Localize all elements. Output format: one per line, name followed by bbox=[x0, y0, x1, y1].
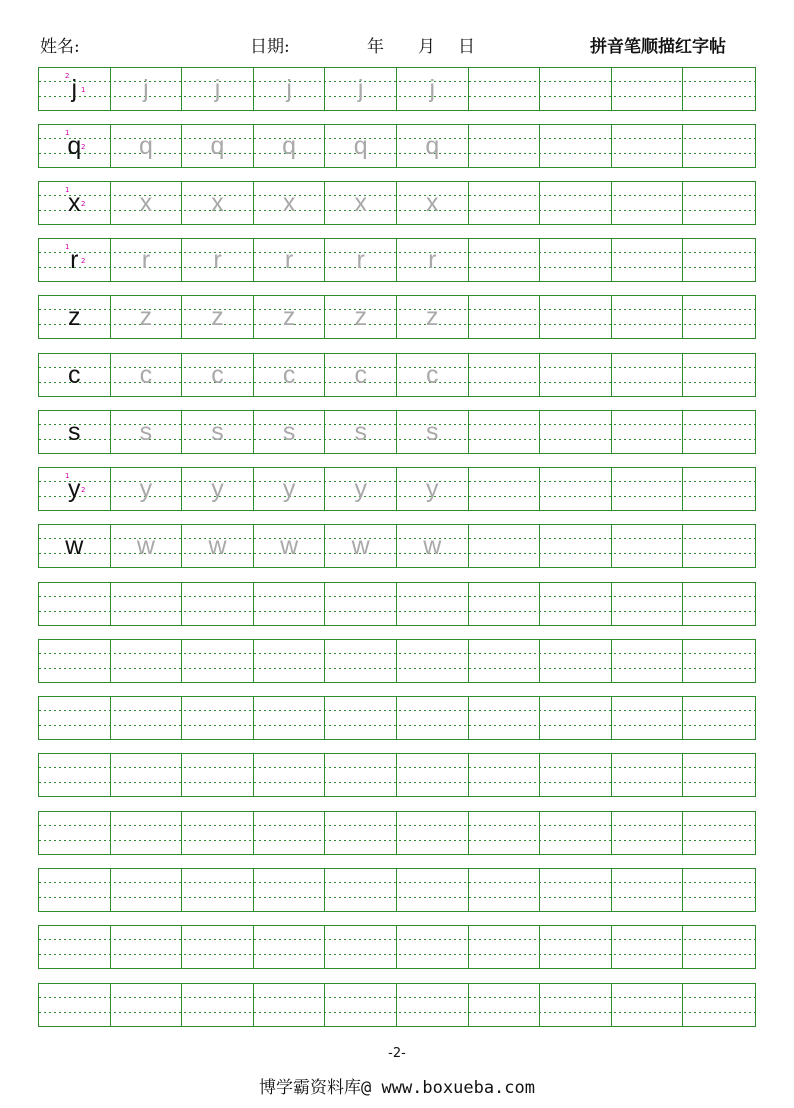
practice-cell bbox=[182, 125, 254, 167]
practice-cell bbox=[397, 68, 469, 110]
practice-cell bbox=[111, 869, 183, 911]
practice-cell bbox=[182, 525, 254, 567]
model-letter: q bbox=[67, 132, 82, 160]
practice-cell bbox=[540, 411, 612, 453]
practice-cell bbox=[254, 697, 326, 739]
practice-cell bbox=[397, 812, 469, 854]
practice-cell bbox=[325, 68, 397, 110]
practice-cell bbox=[182, 296, 254, 338]
practice-cell bbox=[254, 468, 326, 510]
date-label: 日期: bbox=[250, 37, 290, 57]
trace-letter: c bbox=[211, 361, 224, 389]
practice-cell bbox=[540, 525, 612, 567]
practice-cell bbox=[540, 182, 612, 224]
trace-letter: z bbox=[282, 303, 296, 331]
practice-cell bbox=[182, 468, 254, 510]
practice-cell bbox=[397, 926, 469, 968]
practice-cell bbox=[111, 525, 183, 567]
practice-cell bbox=[325, 182, 397, 224]
practice-cell bbox=[683, 869, 755, 911]
practice-cell bbox=[325, 411, 397, 453]
practice-cell bbox=[683, 984, 755, 1026]
practice-cell bbox=[683, 926, 755, 968]
practice-cell bbox=[254, 411, 326, 453]
practice-cell bbox=[254, 926, 326, 968]
practice-cell bbox=[325, 583, 397, 625]
practice-cell bbox=[469, 812, 541, 854]
trace-letter: q bbox=[425, 132, 440, 160]
trace-letter: s bbox=[139, 418, 153, 446]
practice-cell bbox=[182, 640, 254, 682]
practice-cell bbox=[683, 583, 755, 625]
practice-cell bbox=[612, 182, 684, 224]
practice-cell bbox=[39, 296, 111, 338]
practice-cell bbox=[182, 182, 254, 224]
practice-cell bbox=[397, 583, 469, 625]
practice-row bbox=[38, 753, 756, 797]
practice-cell bbox=[469, 525, 541, 567]
practice-cell bbox=[469, 182, 541, 224]
trace-letter: x bbox=[211, 189, 224, 217]
practice-cell bbox=[612, 869, 684, 911]
practice-cell bbox=[254, 812, 326, 854]
practice-cell bbox=[612, 812, 684, 854]
practice-row bbox=[38, 582, 756, 626]
practice-cell bbox=[182, 411, 254, 453]
practice-cell bbox=[612, 354, 684, 396]
trace-letter: r bbox=[284, 246, 294, 274]
trace-letter: y bbox=[282, 475, 296, 503]
practice-cell bbox=[182, 812, 254, 854]
practice-cell bbox=[469, 239, 541, 281]
practice-cell bbox=[469, 640, 541, 682]
practice-cell bbox=[111, 354, 183, 396]
practice-row bbox=[38, 410, 756, 454]
practice-cell bbox=[683, 68, 755, 110]
practice-cell bbox=[469, 754, 541, 796]
trace-letter: x bbox=[354, 189, 367, 217]
trace-letter: w bbox=[351, 532, 370, 560]
practice-row bbox=[38, 868, 756, 912]
practice-cell bbox=[39, 812, 111, 854]
practice-cell bbox=[254, 239, 326, 281]
practice-cell bbox=[325, 640, 397, 682]
practice-cell bbox=[39, 182, 111, 224]
practice-cell bbox=[469, 869, 541, 911]
practice-cell bbox=[325, 525, 397, 567]
trace-letter: w bbox=[423, 532, 442, 560]
practice-cell bbox=[469, 583, 541, 625]
practice-cell bbox=[325, 354, 397, 396]
practice-cell bbox=[683, 640, 755, 682]
practice-cell bbox=[39, 68, 111, 110]
practice-cell bbox=[397, 525, 469, 567]
trace-letter: r bbox=[356, 246, 365, 274]
trace-letter: q bbox=[138, 132, 153, 160]
practice-cell bbox=[325, 812, 397, 854]
trace-letter: w bbox=[208, 532, 227, 560]
practice-row bbox=[38, 295, 756, 339]
practice-cell bbox=[540, 125, 612, 167]
practice-cell bbox=[612, 926, 684, 968]
model-letter: c bbox=[68, 361, 81, 389]
trace-letter: c bbox=[282, 361, 296, 389]
practice-row bbox=[38, 639, 756, 683]
stroke-order-number: 1 bbox=[65, 243, 70, 251]
trace-letter: s bbox=[426, 418, 439, 446]
practice-cell bbox=[111, 468, 183, 510]
practice-cell bbox=[397, 125, 469, 167]
stroke-order-number: 2 bbox=[65, 72, 70, 80]
practice-cell bbox=[397, 984, 469, 1026]
practice-cell bbox=[111, 812, 183, 854]
trace-letter: x bbox=[139, 189, 153, 217]
practice-cell bbox=[254, 640, 326, 682]
practice-cell bbox=[254, 125, 326, 167]
practice-cell bbox=[254, 869, 326, 911]
practice-cell bbox=[469, 984, 541, 1026]
day-label: 日 bbox=[458, 37, 475, 57]
practice-row bbox=[38, 811, 756, 855]
trace-letter: j bbox=[357, 75, 364, 103]
name-label: 姓名: bbox=[40, 37, 80, 57]
practice-cell bbox=[540, 583, 612, 625]
practice-cell bbox=[469, 926, 541, 968]
practice-cell bbox=[540, 296, 612, 338]
practice-cell bbox=[683, 296, 755, 338]
practice-row bbox=[38, 353, 756, 397]
practice-cell bbox=[683, 354, 755, 396]
practice-cell bbox=[325, 926, 397, 968]
trace-letter: j bbox=[214, 75, 221, 103]
practice-cell bbox=[397, 354, 469, 396]
trace-letter: w bbox=[280, 532, 299, 560]
practice-cell bbox=[540, 697, 612, 739]
practice-cell bbox=[612, 296, 684, 338]
practice-cell bbox=[683, 125, 755, 167]
footer-site: 博学霸资料库@ www.boxueba.com bbox=[259, 1078, 535, 1098]
practice-cell bbox=[325, 869, 397, 911]
page-number: -2- bbox=[388, 1046, 406, 1061]
practice-cell bbox=[111, 125, 183, 167]
model-letter: r bbox=[70, 246, 79, 274]
model-letter: z bbox=[68, 303, 81, 331]
practice-cell bbox=[397, 182, 469, 224]
practice-cell bbox=[39, 984, 111, 1026]
practice-cell bbox=[111, 583, 183, 625]
practice-cell bbox=[540, 754, 612, 796]
trace-letter: y bbox=[211, 475, 224, 503]
practice-row bbox=[38, 983, 756, 1027]
trace-letter: x bbox=[282, 189, 296, 217]
trace-letter: y bbox=[354, 475, 367, 503]
practice-cell bbox=[540, 354, 612, 396]
trace-letter: j bbox=[143, 75, 149, 103]
practice-cell bbox=[325, 296, 397, 338]
practice-cell bbox=[469, 697, 541, 739]
practice-cell bbox=[182, 754, 254, 796]
practice-cell bbox=[182, 239, 254, 281]
practice-cell bbox=[39, 411, 111, 453]
practice-cell bbox=[612, 468, 684, 510]
practice-cell bbox=[111, 411, 183, 453]
practice-cell bbox=[683, 697, 755, 739]
practice-cell bbox=[254, 984, 326, 1026]
trace-letter: w bbox=[136, 532, 155, 560]
practice-cell bbox=[254, 754, 326, 796]
practice-cell bbox=[612, 754, 684, 796]
stroke-order-number: 1 bbox=[65, 472, 70, 480]
practice-cell bbox=[39, 354, 111, 396]
practice-cell bbox=[111, 697, 183, 739]
practice-cell bbox=[39, 468, 111, 510]
practice-cell bbox=[540, 984, 612, 1026]
practice-cell bbox=[39, 239, 111, 281]
trace-letter: x bbox=[426, 189, 439, 217]
trace-letter: q bbox=[210, 132, 225, 160]
practice-cell bbox=[540, 239, 612, 281]
trace-letter: z bbox=[426, 303, 439, 331]
practice-cell bbox=[39, 583, 111, 625]
practice-cell bbox=[111, 640, 183, 682]
model-letter: x bbox=[68, 189, 81, 217]
stroke-order-number: 2 bbox=[81, 486, 86, 494]
practice-cell bbox=[39, 697, 111, 739]
practice-cell bbox=[540, 926, 612, 968]
trace-letter: r bbox=[141, 246, 151, 274]
practice-cell bbox=[540, 640, 612, 682]
model-letter: w bbox=[65, 532, 84, 560]
practice-cell bbox=[182, 869, 254, 911]
practice-cell bbox=[111, 68, 183, 110]
practice-cell bbox=[325, 125, 397, 167]
practice-row bbox=[38, 238, 756, 282]
practice-cell bbox=[254, 354, 326, 396]
stroke-order-number: 2 bbox=[81, 200, 86, 208]
practice-row bbox=[38, 696, 756, 740]
practice-cell bbox=[111, 296, 183, 338]
practice-cell bbox=[540, 68, 612, 110]
practice-cell bbox=[111, 984, 183, 1026]
practice-cell bbox=[182, 68, 254, 110]
year-label: 年 bbox=[367, 37, 384, 57]
practice-cell bbox=[469, 296, 541, 338]
practice-cell bbox=[397, 640, 469, 682]
trace-letter: q bbox=[282, 132, 297, 160]
practice-cell bbox=[182, 697, 254, 739]
stroke-order-number: 1 bbox=[65, 129, 70, 137]
trace-letter: j bbox=[429, 75, 436, 103]
practice-row bbox=[38, 467, 756, 511]
practice-cell bbox=[182, 354, 254, 396]
practice-cell bbox=[325, 754, 397, 796]
practice-cell bbox=[683, 182, 755, 224]
practice-cell bbox=[683, 411, 755, 453]
trace-letter: c bbox=[354, 361, 367, 389]
practice-cell bbox=[254, 296, 326, 338]
practice-cell bbox=[540, 869, 612, 911]
practice-row bbox=[38, 181, 756, 225]
practice-cell bbox=[540, 468, 612, 510]
practice-cell bbox=[39, 869, 111, 911]
practice-cell bbox=[325, 984, 397, 1026]
trace-letter: s bbox=[354, 418, 367, 446]
practice-cell bbox=[469, 354, 541, 396]
trace-letter: s bbox=[282, 418, 296, 446]
practice-cell bbox=[39, 754, 111, 796]
practice-cell bbox=[325, 697, 397, 739]
practice-cell bbox=[540, 812, 612, 854]
practice-cell bbox=[469, 125, 541, 167]
stroke-order-number: 1 bbox=[81, 86, 86, 94]
practice-cell bbox=[612, 239, 684, 281]
practice-cell bbox=[254, 525, 326, 567]
practice-cell bbox=[39, 640, 111, 682]
model-letter: y bbox=[68, 475, 81, 503]
practice-cell bbox=[469, 68, 541, 110]
practice-cell bbox=[612, 640, 684, 682]
trace-letter: r bbox=[213, 246, 222, 274]
practice-cell bbox=[397, 296, 469, 338]
stroke-order-number: 2 bbox=[81, 143, 86, 151]
practice-cell bbox=[469, 468, 541, 510]
trace-letter: z bbox=[211, 303, 224, 331]
worksheet-title: 拼音笔顺描红字帖 bbox=[590, 37, 726, 57]
practice-cell bbox=[683, 812, 755, 854]
practice-cell bbox=[39, 926, 111, 968]
practice-row bbox=[38, 524, 756, 568]
practice-cell bbox=[397, 754, 469, 796]
model-letter: s bbox=[68, 418, 81, 446]
trace-letter: y bbox=[139, 475, 153, 503]
practice-cell bbox=[182, 926, 254, 968]
practice-cell bbox=[397, 697, 469, 739]
practice-cell bbox=[683, 754, 755, 796]
trace-letter: y bbox=[426, 475, 439, 503]
practice-cell bbox=[182, 583, 254, 625]
practice-cell bbox=[39, 525, 111, 567]
practice-cell bbox=[469, 411, 541, 453]
trace-letter: s bbox=[211, 418, 224, 446]
trace-letter: c bbox=[139, 361, 153, 389]
practice-cell bbox=[182, 984, 254, 1026]
trace-letter: j bbox=[286, 75, 292, 103]
trace-letter: z bbox=[354, 303, 367, 331]
practice-row bbox=[38, 67, 756, 111]
practice-cell bbox=[397, 411, 469, 453]
trace-letter: z bbox=[139, 303, 153, 331]
trace-letter: c bbox=[426, 361, 439, 389]
practice-cell bbox=[325, 468, 397, 510]
practice-cell bbox=[254, 68, 326, 110]
practice-cell bbox=[612, 68, 684, 110]
practice-cell bbox=[612, 697, 684, 739]
practice-cell bbox=[612, 583, 684, 625]
practice-cell bbox=[111, 926, 183, 968]
trace-letter: q bbox=[353, 132, 368, 160]
practice-row bbox=[38, 124, 756, 168]
practice-cell bbox=[397, 869, 469, 911]
model-letter: j bbox=[71, 75, 78, 103]
practice-row bbox=[38, 925, 756, 969]
practice-cell bbox=[612, 984, 684, 1026]
month-label: 月 bbox=[418, 37, 435, 57]
practice-cell bbox=[111, 239, 183, 281]
practice-cell bbox=[683, 468, 755, 510]
trace-letter: r bbox=[428, 246, 437, 274]
practice-cell bbox=[111, 182, 183, 224]
practice-cell bbox=[612, 411, 684, 453]
stroke-order-number: 1 bbox=[65, 186, 70, 194]
practice-cell bbox=[397, 239, 469, 281]
practice-cell bbox=[683, 525, 755, 567]
practice-cell bbox=[254, 182, 326, 224]
stroke-order-number: 2 bbox=[81, 257, 86, 265]
practice-cell bbox=[325, 239, 397, 281]
practice-cell bbox=[254, 583, 326, 625]
practice-cell bbox=[683, 239, 755, 281]
practice-cell bbox=[612, 525, 684, 567]
practice-cell bbox=[612, 125, 684, 167]
practice-cell bbox=[39, 125, 111, 167]
practice-cell bbox=[397, 468, 469, 510]
practice-cell bbox=[111, 754, 183, 796]
